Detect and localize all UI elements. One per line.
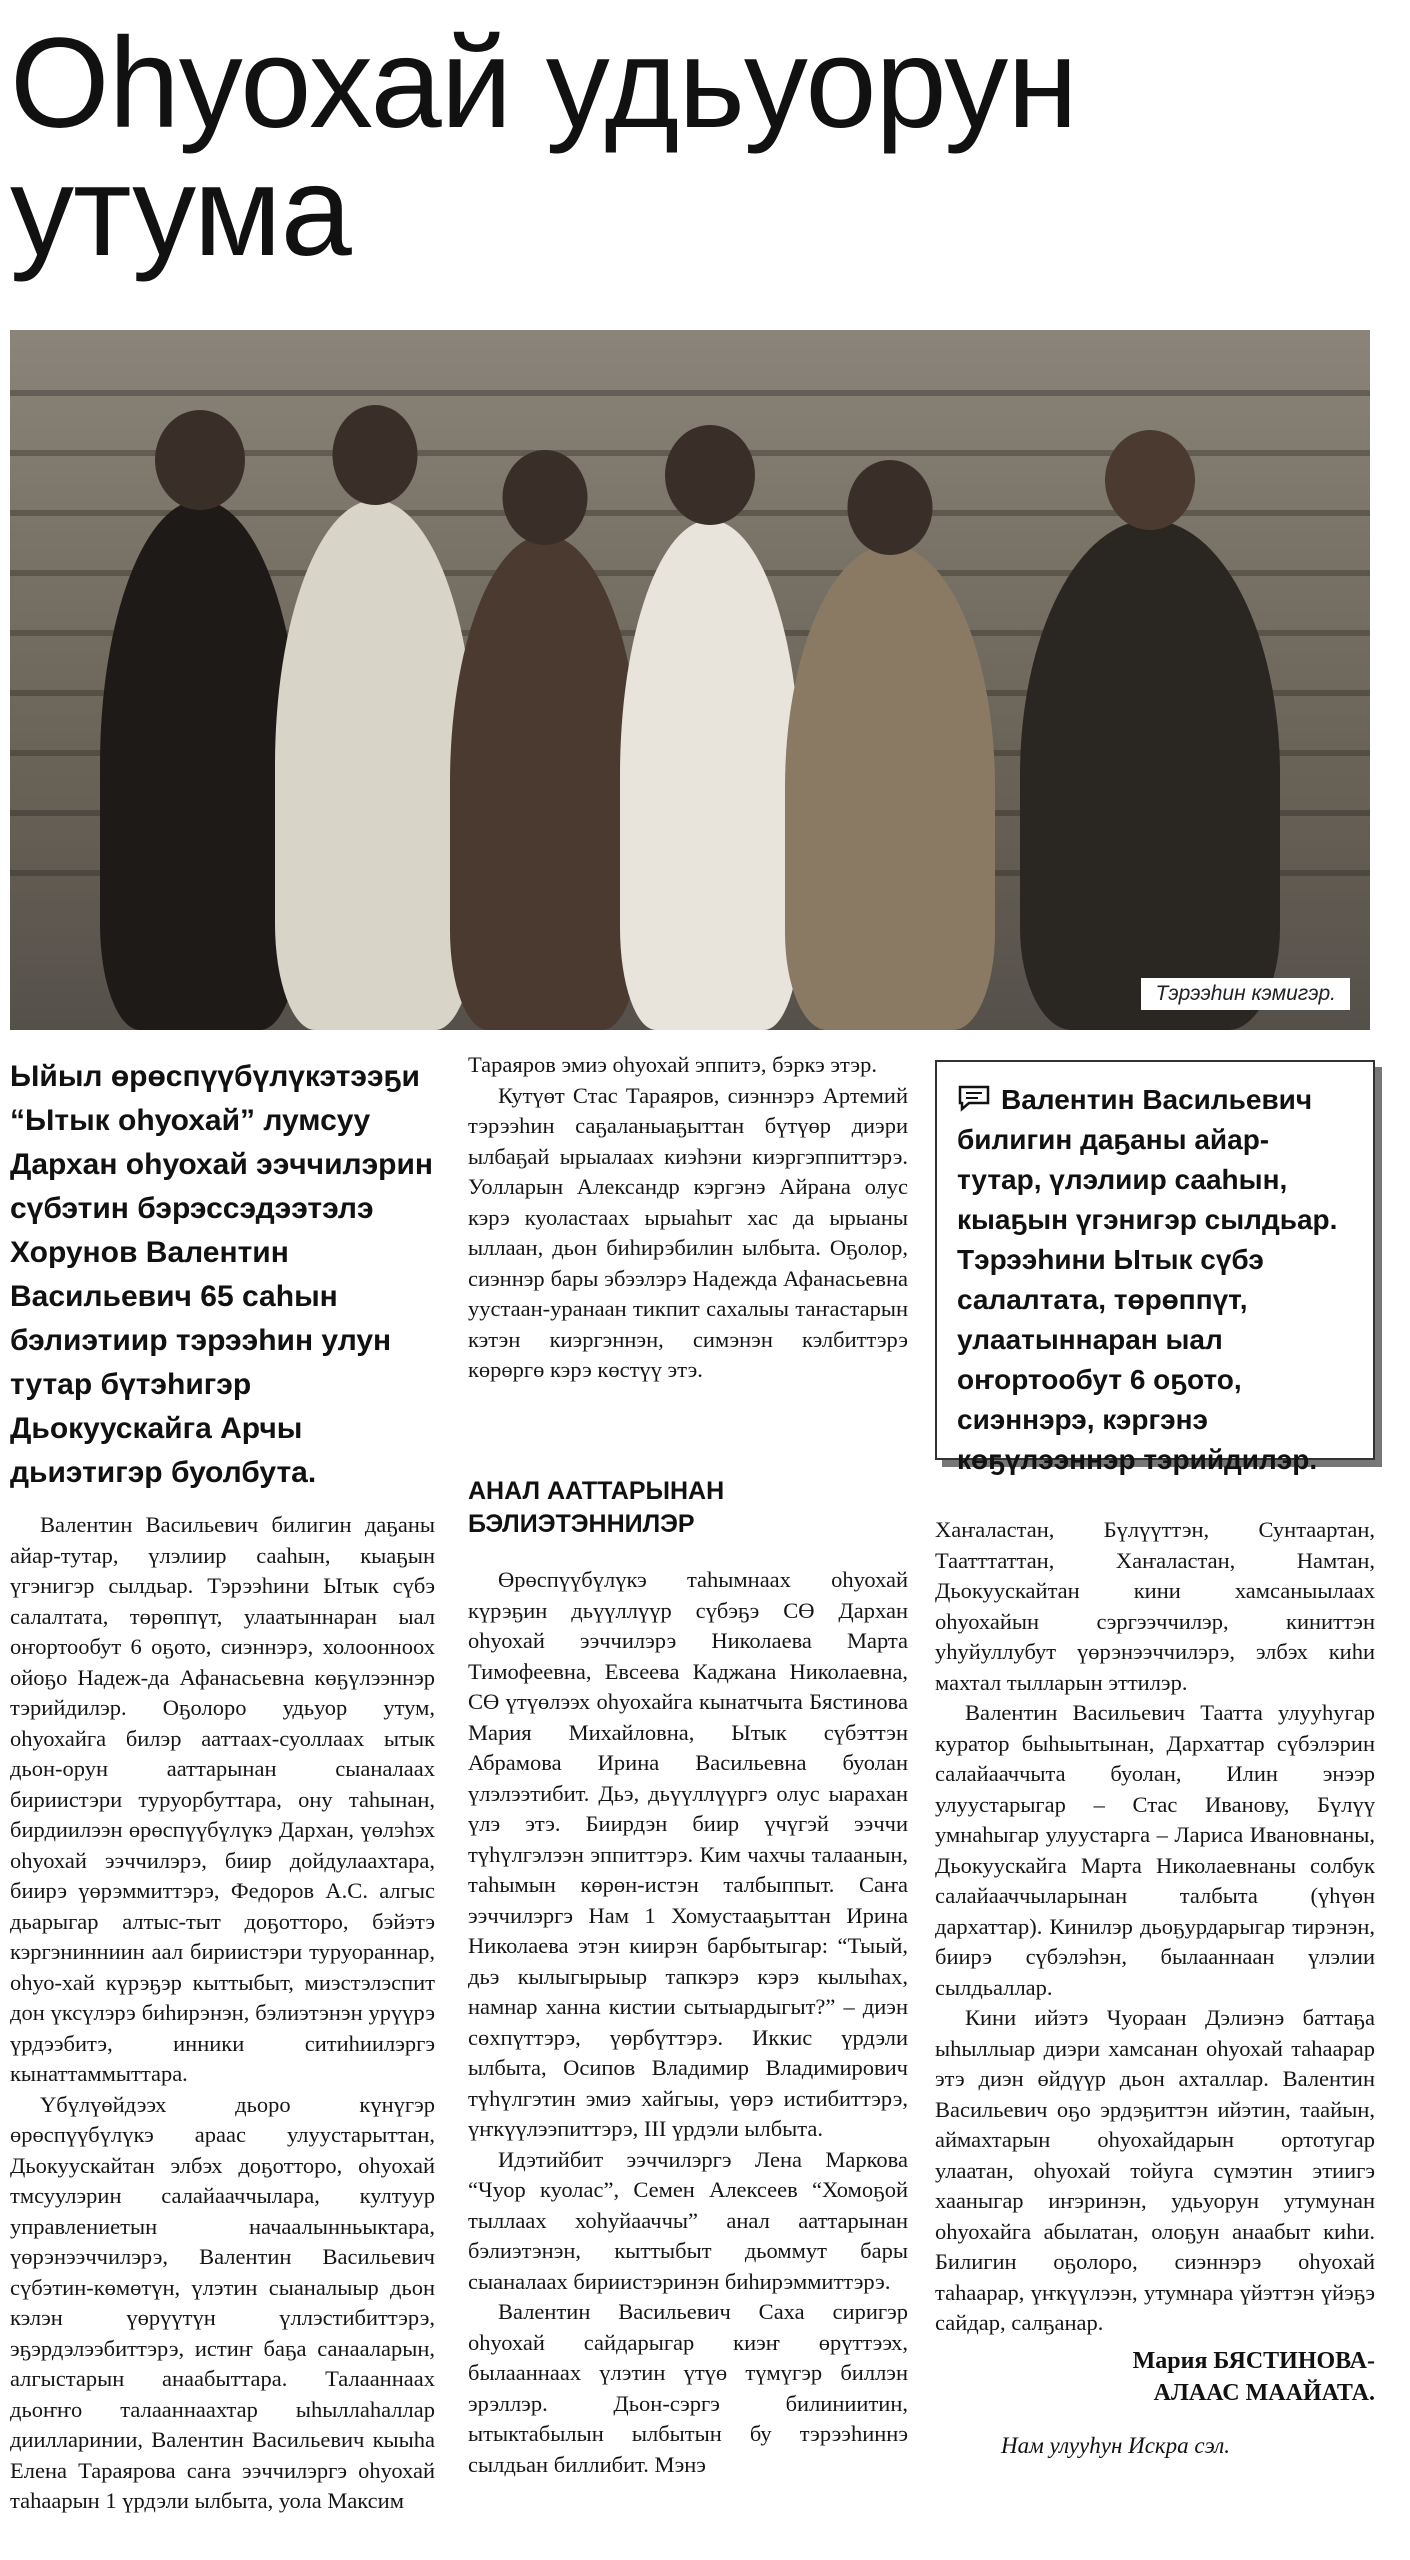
- pull-quote: [935, 1060, 1375, 1475]
- author-line-2: АЛААС МААЙАТА.: [1153, 2380, 1375, 2406]
- paragraph: Валентин Васильевич Таатта улууһугар куратор быһыытынан, Дархаттар сүбэлэрин салайааччыта буолан, Илин энээр улуустарыгар – Стас Иванову, Бүлүү умнаһыгар улуустарга – Лариса Ивановнаны, Дьокуускайга Марта Николаевнаны солбук салайааччыларынан талбыта (үһүөн дархаттар). Кинилэр дьоҕурдарыгар тирэнэн, биирэ сүбэлэһэн, былааннаан үлэлии сылдьаллар.: [935, 1700, 1375, 2000]
- article-photo: [10, 330, 1370, 1030]
- paragraph: Кутүөт Стас Тараяров, сиэннэрэ Артемий тэрээһин саҕаланыаҕыттан бүтүөр диэри ылбаҕай ырыалаах киэһэни киэргэппиттэрэ. Уолларын Александр кэргэнэ Айрана олус кэрэ куоластаах ырыаһыт хас да ырыаны ыллаан, дьон биһирэбилин ылбыта. Оҕолор, сиэннэр бары эбээлэрэ Надежда Афанасьевна уустаан-уранаан тикпит сахалыы таҥастарын кэтэн киэргэннэн, симэнэн кэлбиттэрэ көрөргө кэрэ көстүү этэ.: [468, 1082, 908, 1382]
- paragraph: Валентин Васильевич Саха сиригэр оһуохай сайдарыгар киэҥ өрүттээх, былааннаах үлэтин үтүө түмүгэр биллэн эрэллэр. Дьон-сэргэ билиниитин, ытыктабылын ылбытын бу тэрээһиннэ сылдьан биллибит. Мэнэ: [468, 2299, 908, 2477]
- article-column-3: [935, 1515, 1375, 2339]
- photo-caption: Тэрээһин кэмигэр.: [1141, 978, 1350, 1010]
- photo-person: [275, 500, 475, 1030]
- paragraph: Тараяров эмиэ оһуохай эппитэ, бэркэ этэр.: [468, 1052, 877, 1077]
- author-byline: [935, 2345, 1375, 2409]
- photo-person: [1020, 520, 1280, 1030]
- paragraph: Хаҥаластан, Бүлүүттэн, Сунтаартан, Таатттаттан, Хаҥаластан, Намтан, Дьокуускайтан кини хамсаныылаах оһуохайын сэргээччилэр, киниттэн уһуйуллубут үөрэнээччилэрэ, элбэх киһи махтал тылларын эттилэр.: [935, 1517, 1375, 1695]
- paragraph: Кини ийэтэ Чуораан Дэлиэнэ баттаҕа ыһыллыар диэри хамсанан оһуохай таһаарар этэ диэн өйдүүр дьон ахталлар. Валентин Васильевич оҕо эрдэҕиттэн ийэтин, таайын, аймахтарын оһуохайдарын ортотугар улаатан, оһуохай тойуга сүмэтин этиигэ хааныгар иҥэринэн, удьуорун утумунан оһуохайга абылатан, олоҕун анаабыт киһи. Билигин оҕолоро, сиэннэрэ оһуохай таһаарар, үҥкүүлээн, утумнара үйэттэн үйэҕэ сайдар, салҕанар.: [935, 2005, 1375, 2335]
- speech-bubble-icon: [957, 1084, 991, 1112]
- headline-line-1: Оһуохай удьуорун: [10, 12, 1077, 155]
- photo-person: [100, 500, 300, 1030]
- article-column-2-top: [468, 1050, 908, 1386]
- photo-person: [785, 545, 995, 1030]
- paragraph: Үбүлүөйдээх дьоро күнүгэр өрөспүүбүлүкэ араас улуустарыттан, Дьокуускайтан элбэх доҕотторо, оһуохай тмсуулэрин салайааччылара, култуур управлениетын начаалынньыктара, үөрэнээччилэрэ, Валентин Васильевич сүбэтин-көмөтүн, үлэтин сыаналыыр дьон кэлэн үөрүүтүн үллэстибиттэрэ, эҕэрдэлээбиттэрэ, истиҥ баҕа санааларын, алгыстарын анаабыттара. Талааннаах дьоҥҥо талааннаахтар ыһыллаһаллар диилларинии, Валентин Васильевич кыыһа Елена Тараярова саҥа ээччилэргэ оһуохай таһаарын 1 үрдэли ылбыта, уола Максим: [10, 2091, 435, 2513]
- headline: [10, 12, 1400, 283]
- photo-person: [450, 535, 640, 1030]
- article-column-1: [10, 1510, 435, 2517]
- headline-line-2: утума: [10, 140, 351, 283]
- paragraph: Идэтийбит ээччилэргэ Лена Маркова “Чуор куолас”, Семен Алексеев “Хомоҕой тыллаах хоһуйааччы” анал ааттарынан бэлиэтэнэн, кыттыбыт дьоммут бары сыаналаах бириистэринэн биһирэммиттэрэ.: [468, 2146, 908, 2294]
- paragraph: Өрөспүүбүлүкэ таһымнаах оһуохай күрэҕин дьүүллүүр сүбэҕэ СӨ Дархан оһуохай ээччилэрэ Николаева Марта Тимофеевна, Евсеева Каджана Николаевна, СӨ үтүөлээх оһуохайга кынатчыта Бястинова Мария Михайловна, Ытык сүбэттэн Абрамова Ирина Васильевна буолан үлэлээтибит. Дьэ, дьүүллүүргэ олус ыарахан үлэ этэ. Биирдэн биир үчүгэй ээччи түһүлгэлээн эппиттэрэ. Ким чахчы талаанын, таһымын көрөн-истэн талбыппыт. Саҥа ээччилэргэ Нам 1 Хомустааҕыттан Ирина Николаева этэн киирэн барбытыгар: “Тыый, дьэ кылыгырыыр тапкэрэ кэрэ кылыһах, намнар ханна кистии сытыардыгыт?” – диэн сөхпүттэрэ, үөрбүттэрэ. Иккис үрдэли ылбыта, Осипов Владимир Владимирович түһүлгэтин эмиэ хайгыы, үөрэ истибиттэрэ, үҥкүүлээпиттэрэ, III үрдэли ылбыта.: [468, 1567, 908, 2141]
- paragraph: Валентин Васильевич билигин даҕаны айар-тутар, үлэлиир сааһын, кыаҕын үгэнигэр сылдьар. Тэрээһини Ытык сүбэ салалтата, төрөппүт, улаатыннаран ыал оҥортообут 6 оҕото, сиэннэрэ, холоонноох ойоҕо Надеж-да Афанасьевна көҕүлээннэр тэрийдилэр. Оҕолоро удьуор утум, оһуохайга билэр ааттаах-суоллаах ытык дьон-орун ааттарынан сыаналаах бириистэри туруорбуттара, ону таһынан, бирдиилээн өрөспүүбүлүкэ Дархан, үөлэһэх оһуохай ээччилэрэ, биир дойдулаахтара, биирэ үөрэммиттэрэ, Федоров А.С. алгыс дьарыгар алтыс-тыт доҕотторо, бэйэтэ кэргэнинниин аал бириистэри туруораннар, оһуо-хай күрэҕэр кыттыбыт, миэстэлэспит дон үксүлэрэ биһирэнэн, бэлиэтэнэн урүүрэ үрдээбитэ, инники ситиһиилэргэ кынаттаммыттара.: [10, 1512, 435, 2086]
- pull-quote-text: Валентин Васильевич билигин даҕаны айар-тутар, үлэлиир сааһын, кыаҕын үгэнигэр сылдьар. Тэрээһини Ытык сүбэ салалтата, төрөппүт, улаатыннаран ыал оҥортообут 6 оҕото, сиэннэрэ, кэргэнэ көҕүлээннэр тэрийдилэр.: [957, 1084, 1338, 1475]
- source-note: Нам улууһун Искра сэл.: [1000, 2433, 1230, 2458]
- article-lead: Ыйыл өрөспүүбүлүкэтээҕи “Ытык оһуохай” лумсуу Дархан оһуохай ээччилэрин сүбэтин бэрэссэдээтэлэ Хорунов Валентин Васильевич 65 саһын бэлиэтиир тэрээһин улун тутар бүтэһигэр Дьокуускайга Арчы дьиэтигэр буолбута.: [10, 1060, 434, 1489]
- section-subheading: АНАЛ ААТТАРЫНАН БЭЛИЭТЭННИЛЭР: [468, 1477, 725, 1538]
- photo-person: [620, 520, 800, 1030]
- author-line-1: Мария БЯСТИНОВА-: [1132, 2348, 1375, 2374]
- article-column-2-bottom: [468, 1565, 908, 2480]
